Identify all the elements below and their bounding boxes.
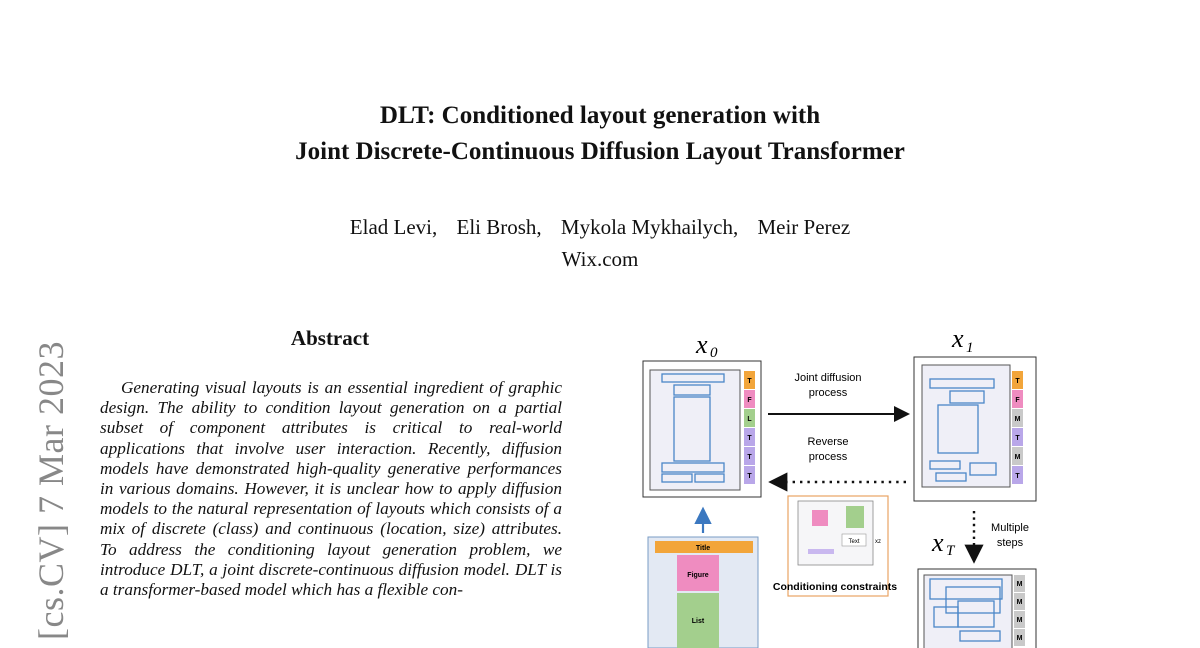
x1-subscript: 1 [966,340,974,356]
input-list-block: List [691,618,705,625]
affiliation: Wix.com [561,247,639,271]
xT-subscript: T [946,543,955,559]
conditioning-label: Conditioning constraints [772,581,898,593]
x1-token-6: T [1015,473,1020,480]
author-4: Meir Perez [757,215,851,239]
conditioning-text-token: Text [848,539,860,545]
xT-token-2: M [1016,599,1023,606]
xT-token-3: M [1016,617,1023,624]
author-list [0,212,1200,242]
author-2: Eli Brosh, [456,215,542,239]
x0-token-3: L [747,416,752,423]
paper-title-line-2: Joint Discrete-Continuous Diffusion Layout Transformer [295,138,905,165]
x0-token-5: T [747,454,752,461]
x0-subscript: 0 [710,345,718,361]
xT-token-4: M [1016,635,1023,642]
arxiv-stamp: [cs.CV] 7 Mar 2023 [31,341,71,640]
input-figure-block: Figure [687,572,709,579]
abstract-body [100,378,562,600]
xT-token-1: M [1016,581,1023,588]
input-layout-stack [648,537,758,648]
forward-process-label-1: Joint diffusion [794,372,862,384]
x0-token-4: T [747,435,752,442]
author-1: Elad Levi, [349,215,438,239]
conditioning-xz: xz [875,539,881,545]
x1-token-3: M [1014,416,1021,423]
x1-token-1: T [1015,378,1020,385]
reverse-process-label-2: process [808,451,848,463]
x0-label: x [696,330,708,359]
abstract-heading: Abstract [290,326,370,350]
x0-layout-panel [643,361,761,497]
abstract-text: Generating visual layouts is an essential ingredient of graphic design. The ability to condition layout generation on a partial subset of component attributes is critical to real-world applications that involve user interaction. Recently, diffusion models have demonstrated high-quality generative performances in various domains. However, it is unclear how to apply diffusion models to the natural representation of layouts which consists of a mix of discrete (class) and continuous (location, size) attributes. To address the conditioning layout generation problem, we introduce DLT, a joint discrete-continuous diffusion model. DLT is a transformer-based model which has a flexible con- [100,378,562,600]
paper-title-line-1: DLT: Conditioned layout generation with [379,102,821,129]
input-title-block: Title [695,545,711,552]
multiple-steps-label-1: Multiple [991,522,1029,534]
multiple-steps-label-2: steps [996,537,1024,549]
forward-process-label-2: process [808,387,848,399]
reverse-process-label-1: Reverse [807,436,849,448]
x0-token-6: T [747,473,752,480]
x1-label: x [952,325,964,353]
x1-token-5: M [1014,454,1021,461]
x0-token-1: T [747,378,752,385]
x1-token-2: F [1015,397,1020,404]
author-3: Mykola Mykhailych, [560,215,739,239]
method-figure [640,325,1050,648]
paper-title [0,98,1200,170]
x0-token-2: F [747,397,752,404]
xT-label: x [932,528,944,557]
x1-token-4: T [1015,435,1020,442]
